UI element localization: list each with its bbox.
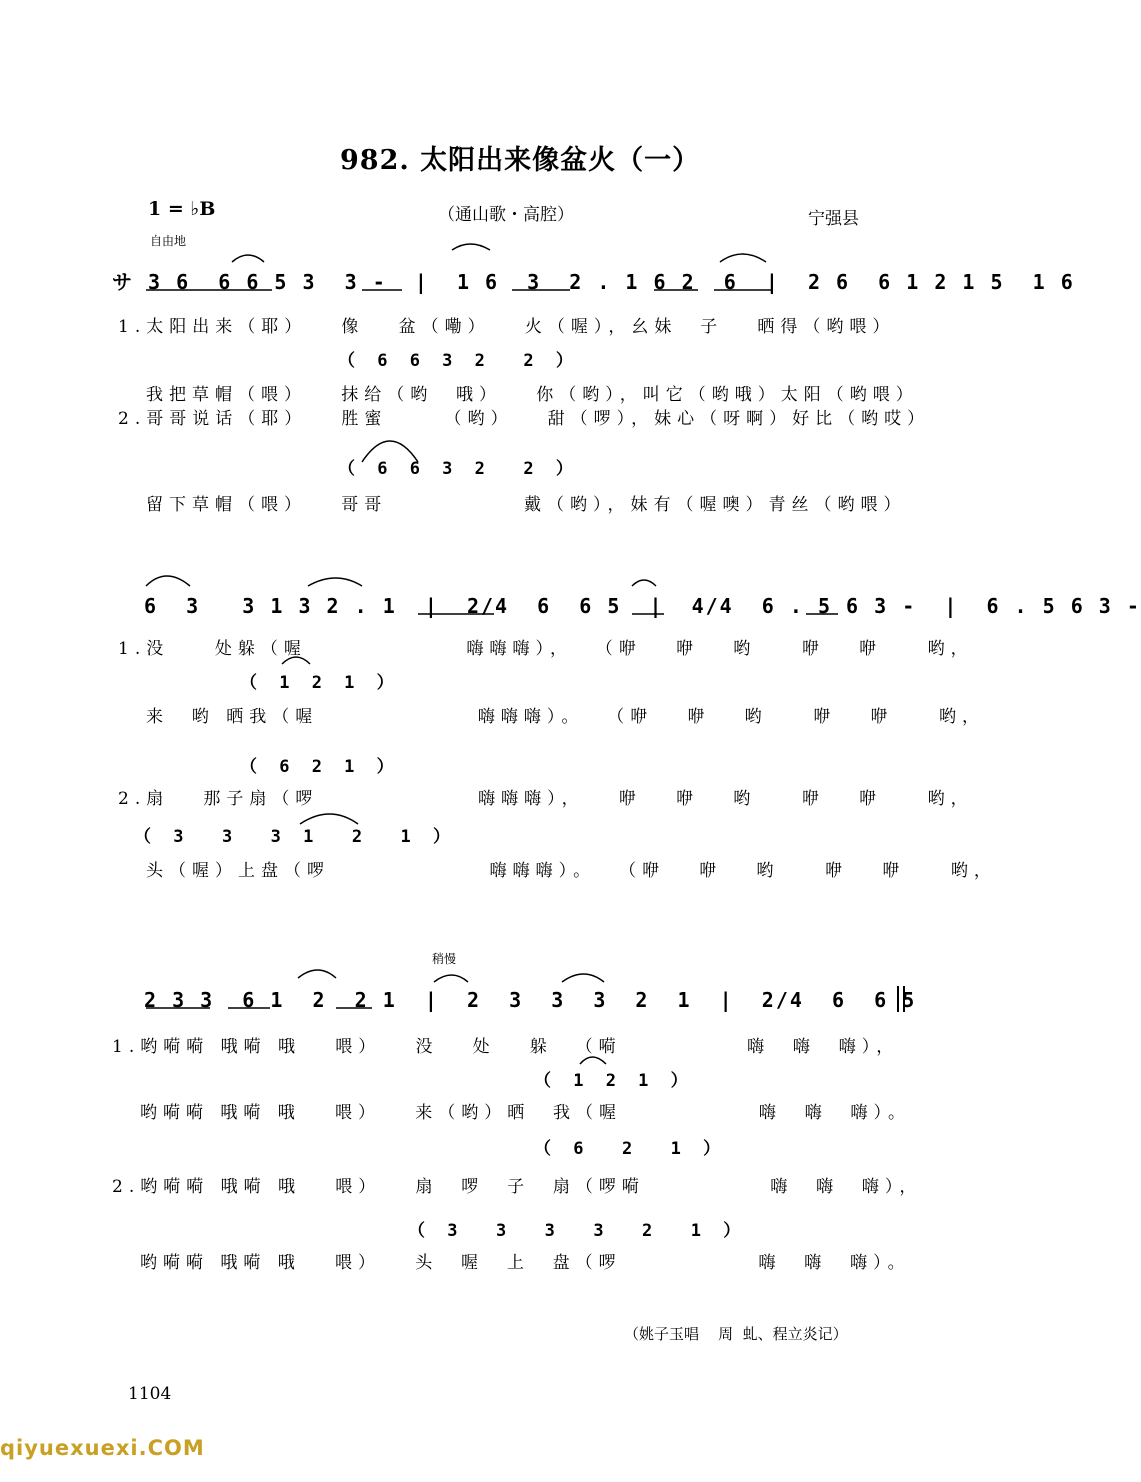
variant-notation: （ 6 6 3 2 2 ）: [338, 351, 579, 371]
slur-mark: [362, 441, 418, 462]
lyric-line: 2.扇 那子扇（啰 嗨嗨嗨）， 咿 咿 哟 咿 咿 哟，: [118, 789, 974, 809]
slur-mark: [146, 576, 190, 586]
credit-line: （姚子玉唱 周 虬、程立炎记）: [624, 1325, 848, 1343]
slur-mark: [232, 255, 264, 262]
slur-mark: [434, 975, 468, 982]
slur-mark: [720, 254, 766, 262]
variant-notation: （ 6 2 1 ）: [240, 757, 400, 777]
lyric-line: 2.哟嗬嗬 哦嗬 哦 喂） 扇 啰 子 扇（啰嗬 嗨 嗨 嗨），: [112, 1177, 923, 1197]
variant-notation: （ 6 2 1 ）: [534, 1139, 727, 1159]
lyric-line: 哟嗬嗬 哦嗬 哦 喂） 来（哟）晒 我（喔 嗨 嗨 嗨）。: [140, 1103, 911, 1123]
slur-mark: [300, 814, 358, 824]
lyric-line: 2.哥哥说话（耶） 胜蜜 （哟） 甜（啰），妹心（呀啊）好比（哟哎）: [118, 409, 931, 429]
lyric-line: 1.没 处躲（喔 嗨嗨嗨）， （咿 咿 哟 咿 咿 哟，: [118, 639, 974, 659]
tempo-marking: 稍慢: [432, 952, 457, 966]
watermark: qiyuexuexi.COM: [0, 1436, 205, 1460]
genre-label: （通山歌・高腔）: [438, 205, 574, 225]
notation-line: サ 3 6 6 6 5 3 3 - | 1 6 3 2 . 1 6 2 6 | 2 6 6 1 2 1 5 1 6: [112, 270, 1075, 294]
lyric-line: 1.哟嗬嗬 哦嗬 哦 喂） 没 处 躲 （嗬 嗨 嗨 嗨），: [112, 1037, 900, 1057]
slur-mark: [562, 974, 604, 982]
lyric-line: 哟嗬嗬 哦嗬 哦 喂） 头 喔 上 盘（啰 嗨 嗨 嗨）。: [140, 1253, 911, 1273]
lyric-line: 留下草帽（喂） 哥哥 戴（哟），妹有（喔噢）青丝（哟喂）: [146, 495, 907, 515]
tempo-marking: 自由地: [150, 234, 187, 248]
slur-mark: [298, 970, 336, 978]
variant-notation: （ 1 2 1 ）: [534, 1071, 694, 1091]
slur-mark: [282, 657, 310, 664]
key-signature: 1 = ♭B: [148, 198, 216, 220]
notation-line: 6 3 3 1 3 2 . 1 | 2/4 6 6 5 | 4/4 6 . 5 6 3 - | 6 . 5 6 3 -: [144, 594, 1141, 618]
slur-mark: [308, 578, 362, 586]
variant-notation: （ 6 6 3 2 2 ）: [338, 459, 579, 479]
slur-mark: [580, 1057, 606, 1064]
variant-notation: （ 3 3 3 1 2 1 ）: [134, 827, 456, 847]
lyric-line: 1.太阳出来（耶） 像 盆（嘞） 火（喔），幺妹 子 晒得（哟喂）: [118, 317, 896, 337]
lyric-line: 我把草帽（喂） 抹给（哟 哦） 你（哟），叫它（哟哦）太阳（哟喂）: [146, 385, 919, 405]
lyric-line: 头（喔）上盘（啰 嗨嗨嗨）。 （咿 咿 哟 咿 咿 哟，: [146, 861, 997, 881]
song-title: 982. 太阳出来像盆火（一）: [340, 145, 701, 176]
slur-mark: [452, 244, 490, 250]
slur-mark: [632, 580, 656, 586]
lyric-line: 来 哟 晒我（喔 嗨嗨嗨）。 （咿 咿 哟 咿 咿 哟，: [146, 707, 986, 727]
page-number: 1104: [128, 1384, 172, 1404]
notation-line: 2 3 3 6 1 2 2 1 | 2 3 3 3 2 1 | 2/4 6 6 5: [144, 988, 917, 1012]
region-label: 宁强县: [808, 209, 859, 229]
variant-notation: （ 3 3 3 3 2 1 ）: [408, 1221, 747, 1241]
variant-notation: （ 1 2 1 ）: [240, 673, 400, 693]
